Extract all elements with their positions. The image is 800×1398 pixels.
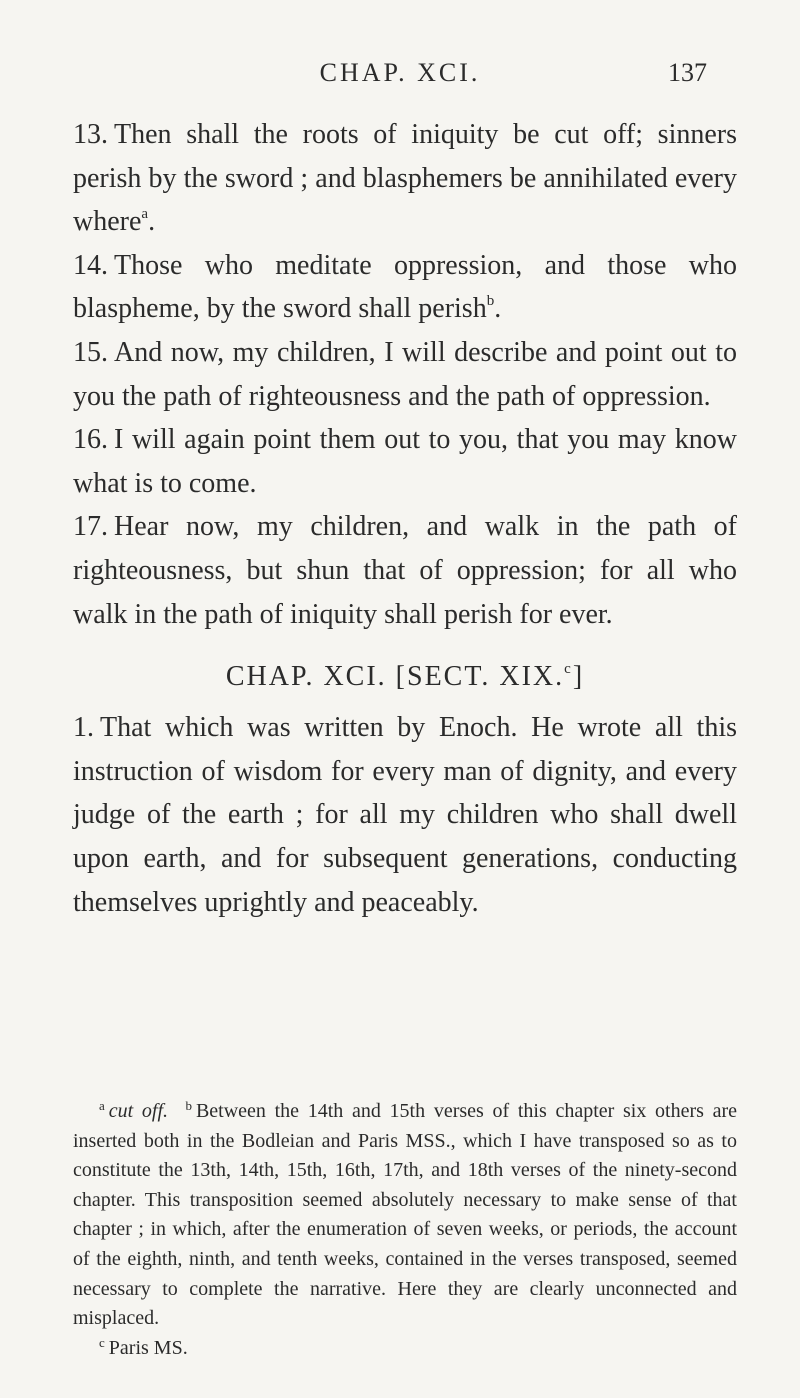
footnote-a-text: cut off. — [108, 1100, 169, 1122]
verse-number: 13. — [73, 119, 108, 150]
footnote-b-text: Between the 14th and 15th verses of this chapter six others are inserted both in the Bodleian and Paris MSS., which I have transposed so as to constitute the 13th, 14th, 15th, 16th, 17th, and 18th verses of the ninety-second chapter. This transposition seemed absolutely necessary to make sense of that chapter ; in which, after the enumeration of seven weeks, or periods, the account of the eighth, ninth, and tenth weeks, contained in the verses transposed, seemed necessary to complete the narrative. Here they are clearly unconnected and misplaced. — [73, 1100, 738, 1330]
footnote-a-b — [73, 1097, 737, 1334]
footnote-mark-b: b — [185, 1098, 192, 1113]
verse-14 — [73, 244, 737, 331]
verse-text: Hear now, my children, and walk in the path of righteousness, but shun that of oppression; for all who walk in the path of iniquity shall perish for ever. — [73, 511, 737, 630]
page-number: 137 — [668, 58, 707, 87]
verse-13 — [73, 113, 737, 244]
verse-text: Those who meditate oppression, and those who blaspheme, by the sword shall perish — [73, 249, 737, 325]
footnote-ref-a: a — [141, 206, 149, 223]
verse-16 — [73, 418, 737, 505]
verse-text: And now, my children, I will describe and point out to you the path of righteousness and the path of oppression. — [73, 336, 737, 412]
verse-number: 16. — [73, 424, 108, 456]
verse-number: 15. — [73, 336, 108, 368]
verse-text: I will again point them out to you, that you may know what is to come. — [73, 424, 737, 499]
running-head: CHAP. XCI. — [319, 58, 481, 87]
section-heading-text: CHAP. XCI. [SECT. XIX. — [225, 661, 565, 693]
footnote-c-text: Paris MS. — [108, 1336, 188, 1359]
verse-tail: . — [494, 293, 502, 325]
footnote-mark-a: a — [99, 1098, 105, 1113]
footnote-ref-b: b — [486, 293, 495, 310]
footnotes — [73, 1097, 737, 1363]
verse-tail: . — [148, 206, 156, 238]
verse-number: 1. — [73, 712, 94, 744]
verse-text: Then shall the roots of iniquity be cut off; sinners perish by the sword ; and blasphemers be annihilated every where — [73, 119, 737, 238]
section-heading — [73, 654, 737, 700]
verse-1 — [73, 706, 737, 924]
footnote-ref-c: c — [564, 661, 573, 678]
verse-text: That which was written by Enoch. He wrote all this instruction of wisdom for every man of dignity, and every judge of the earth ; for all my children who shall dwell upon earth, and for subsequent generations, conducting themselves uprightly and peaceably. — [73, 712, 737, 918]
main-text — [73, 113, 737, 924]
page-header — [0, 58, 800, 98]
verse-17 — [73, 505, 737, 636]
footnote-c — [73, 1334, 737, 1364]
verse-number: 17. — [73, 511, 108, 543]
section-heading-tail: ] — [572, 661, 585, 693]
footnote-mark-c: c — [99, 1334, 105, 1350]
verse-15 — [73, 331, 737, 418]
verse-number: 14. — [73, 249, 108, 281]
